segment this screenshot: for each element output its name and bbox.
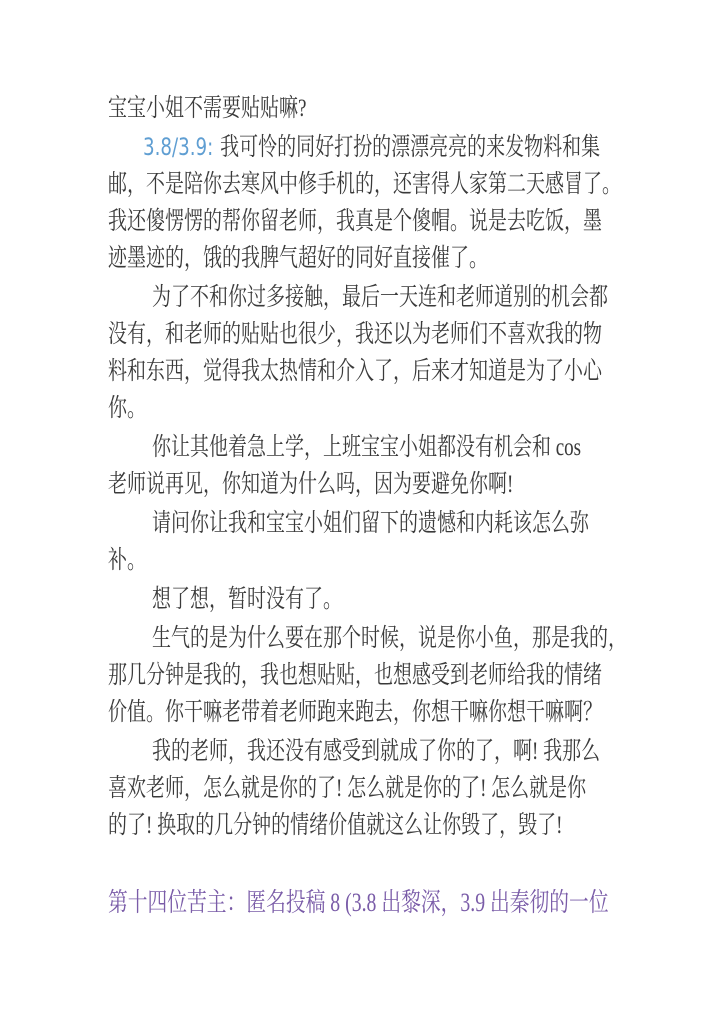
text-line: 那几分钟是我的，我也想贴贴，也想感受到老师给我的情绪: [108, 662, 603, 689]
text-line: 我还傻愣愣的帮你留老师，我真是个傻帽。说是去吃饭，墨: [108, 208, 603, 235]
paragraph: [108, 505, 648, 579]
text-line: 邮，不是陪你去寒风中修手机的，还害得人家第二天感冒了。: [108, 171, 622, 198]
text-line: 没有，和老师的贴贴也很少，我还以为老师们不喜欢我的物: [108, 321, 603, 348]
paragraph: [108, 620, 648, 731]
text-line: [143, 129, 601, 166]
paragraph: [108, 733, 648, 844]
text-line: 的了! 换取的几分钟的情绪价值就这么让你毁了，毁了!: [108, 812, 563, 839]
text-line-body: 我可怜的同好打扮的漂漂亮亮的来发物料和集: [220, 134, 601, 161]
text-line: 生气的是为什么要在那个时候，说是你小鱼，那是我的，: [152, 625, 628, 652]
paragraph: [108, 429, 648, 503]
paragraph: [108, 581, 648, 618]
text-line: 为了不和你过多接触，最后一天连和老师道别的机会都: [152, 284, 609, 311]
paragraph: [108, 90, 648, 127]
text-block: [108, 90, 648, 922]
text-line: 宝宝小姐不需要贴贴嘛?: [108, 95, 307, 122]
date-label: 3.8/3.9:: [143, 133, 214, 161]
footer-victim-line: 第十四位苦主：匿名投稿 8 (3.8 出黎深，3.9 出秦彻的一位: [108, 888, 609, 917]
text-line: 想了想，暂时没有了。: [152, 586, 343, 613]
text-line: 你让其他着急上学，上班宝宝小姐都没有机会和 cos: [152, 434, 582, 461]
paragraph: [108, 129, 648, 277]
text-line: 价值。你干嘛老带着老师跑来跑去，你想干嘛你想干嘛啊？: [108, 699, 603, 726]
text-line: 我的老师，我还没有感受到就成了你的了，啊! 我那么: [152, 738, 601, 765]
text-line: 喜欢老师，怎么就是你的了! 怎么就是你的了! 怎么就是你: [108, 775, 587, 802]
text-line: 你。: [108, 395, 147, 422]
text-line: 老师说再见，你知道为什么吗，因为要避免你啊!: [108, 471, 514, 498]
text-line: 料和东西，觉得我太热情和介入了，后来才知道是为了小心: [108, 358, 603, 385]
text-line: 迹墨迹的，饿的我脾气超好的同好直接催了。: [108, 245, 489, 272]
text-line: 补。: [108, 547, 147, 574]
paragraph: [108, 279, 648, 427]
text-line: 请问你让我和宝宝小姐们留下的遗憾和内耗该怎么弥: [152, 510, 590, 537]
